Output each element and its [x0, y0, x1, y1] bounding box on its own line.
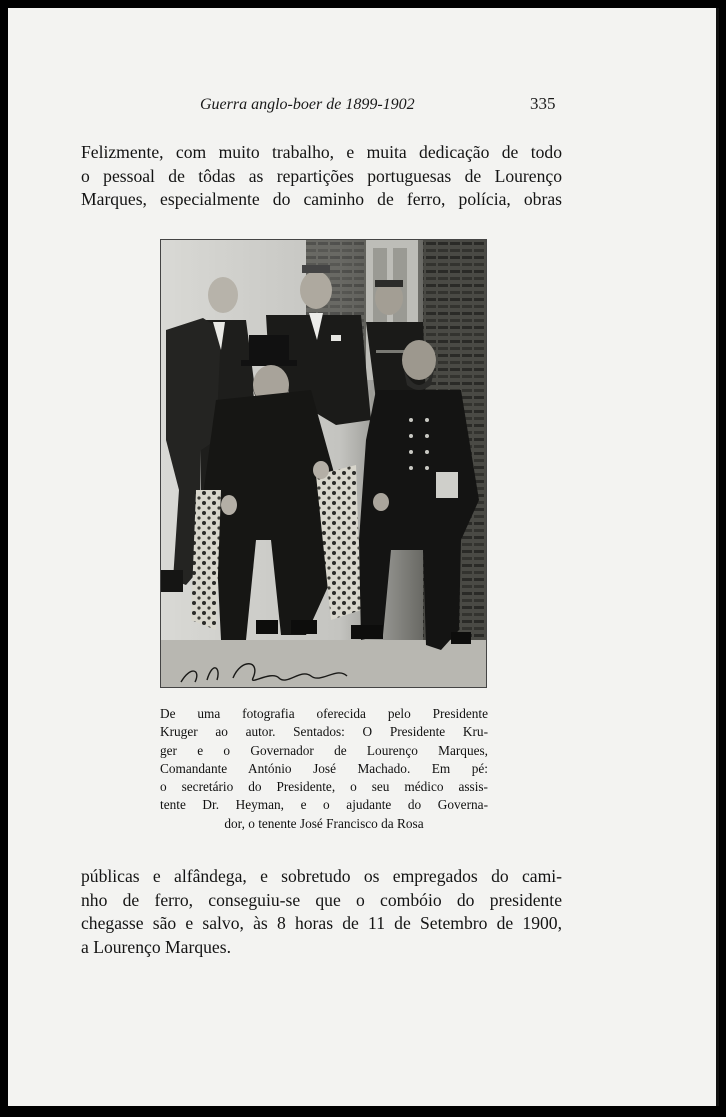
- page-number: 335: [530, 94, 556, 113]
- caption-line: o secretário do Presidente, o seu médico assis-: [160, 779, 488, 795]
- paragraph-top: [81, 141, 562, 212]
- text-line: públicas e alfândega, e sobretudo os empregados do cami-: [81, 866, 562, 886]
- caption-line: tente Dr. Heyman, e o ajudante do Governa-: [160, 797, 488, 813]
- text-line: Felizmente, com muito trabalho, e muita dedicação de todo: [81, 142, 562, 162]
- running-title: Guerra anglo-boer de 1899-1902: [200, 96, 415, 113]
- text-line: a Lourenço Marques.: [81, 936, 231, 957]
- caption-line: dor, o tenente José Francisco da Rosa: [224, 815, 424, 831]
- text-line: Marques, especialmente do caminho de ferro, polícia, obras: [81, 189, 562, 209]
- caption-line: Comandante António José Machado. Em pé:: [160, 760, 488, 776]
- book-page: [8, 8, 719, 1106]
- photograph-illustration: [161, 240, 486, 687]
- group-photograph: [160, 239, 487, 688]
- caption-line: Kruger ao autor. Sentados: O Presidente Kru-: [160, 724, 488, 740]
- text-line: o pessoal de tôdas as repartições portuguesas de Lourenço: [81, 165, 562, 186]
- text-line: chegasse são e salvo, às 8 horas de 11 de Setembro de 1900,: [81, 913, 562, 933]
- caption-line: De uma fotografia oferecida pelo Presidente: [160, 706, 488, 721]
- photo-caption: [160, 705, 488, 833]
- paragraph-bottom: [81, 865, 562, 959]
- text-line: nho de ferro, conseguiu-se que o combóio do presidente: [81, 889, 562, 910]
- caption-line: ger e o Governador de Lourenço Marques,: [160, 742, 488, 758]
